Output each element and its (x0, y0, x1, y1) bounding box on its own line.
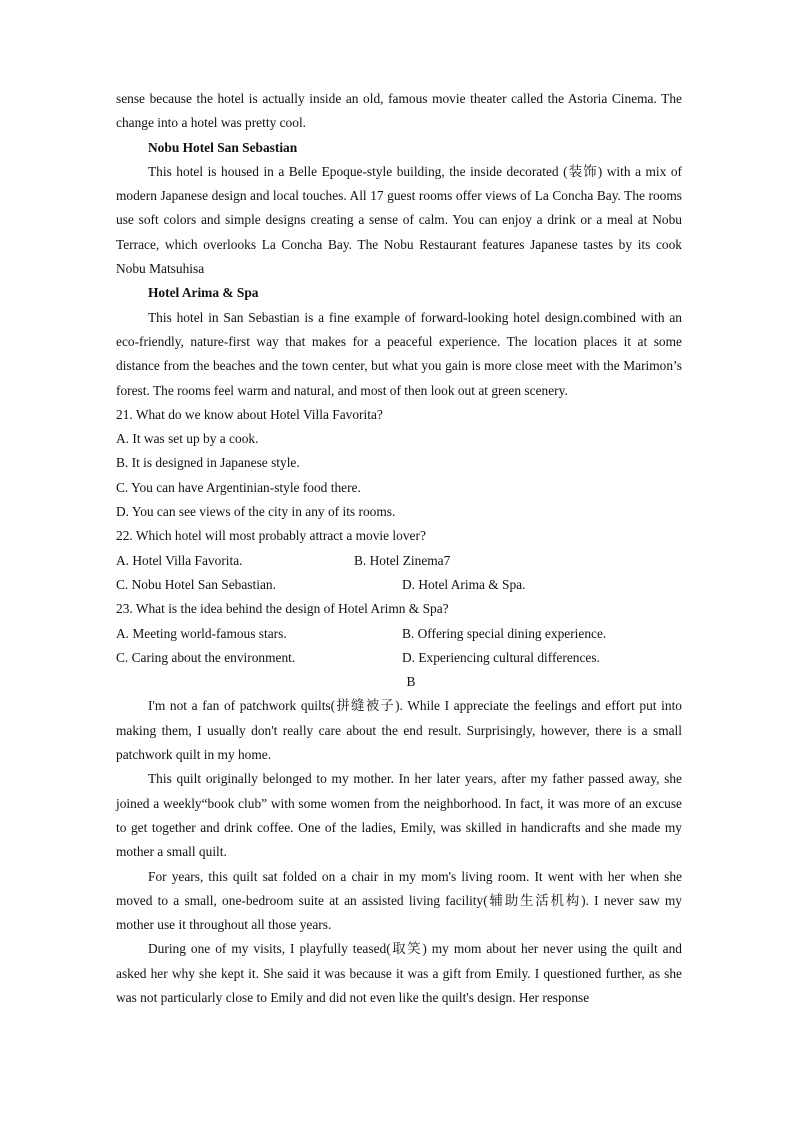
passage-a-continued-paragraph: sense because the hotel is actually inside an old, famous movie theater called the Astoria Cinema. The change into a hotel was pretty cool. (116, 91, 682, 131)
question-22-option-d: D. Hotel Arima & Spa. (402, 576, 526, 592)
nobu-hotel-paragraph: This hotel is housed in a Belle Epoque-style building, the inside decorated (装饰) with a mix of modern Japanese design and local touches. All 17 guest rooms offer views of La Concha Bay. The rooms use soft colors and simple designs creating a sense of calm. You can enjoy a drink or a meal at Nobu Terrace, which overlooks La Concha Bay. The Nobu Restaurant features Japanese tastes by its cook Nobu Matsuhisa (116, 163, 682, 277)
passage-b-paragraph-3: For years, this quilt sat folded on a chair in my mom's living room. It went with her when she moved to a small, one-bedroom suite at an assisted living facility(辅助生活机构). I never saw my mother use it throughout all those years. (116, 868, 682, 933)
question-21-option-b: B. It is designed in Japanese style. (116, 455, 300, 471)
question-23-stem: 23. What is the idea behind the design of Hotel Arimn & Spa? (116, 601, 449, 617)
question-22-stem: 22. Which hotel will most probably attract a movie lover? (116, 528, 426, 544)
passage-b-paragraph-2: This quilt originally belonged to my mother. In her later years, after my father passed away, she joined a weekly“book club” with some women from the neighborhood. In fact, it was more of an excuse to get together and drink coffee. One of the ladies, Emily, was skilled in handicrafts and she made my mother a small quilt. (116, 771, 682, 860)
question-22-options-row-1 (116, 549, 682, 573)
question-23-option-a: A. Meeting world-famous stars. (116, 625, 287, 641)
question-21-option-a: A. It was set up by a cook. (116, 431, 259, 447)
nobu-hotel-heading: Nobu Hotel San Sebastian (148, 139, 298, 155)
question-22-options-row-2 (116, 573, 682, 597)
question-23-option-d: D. Experiencing cultural differences. (402, 649, 600, 665)
question-21-stem: 21. What do we know about Hotel Villa Favorita? (116, 406, 383, 422)
question-23-option-c: C. Caring about the environment. (116, 649, 296, 665)
question-22-option-a: A. Hotel Villa Favorita. (116, 552, 243, 568)
passage-b-label: B (406, 674, 416, 690)
question-23-options-row-2 (116, 646, 682, 670)
question-21-option-d: D. You can see views of the city in any of its rooms. (116, 504, 396, 520)
question-23-option-b: B. Offering special dining experience. (402, 625, 607, 641)
arima-hotel-paragraph: This hotel in San Sebastian is a fine example of forward-looking hotel design.combined with an eco-friendly, nature-first way that makes for a peaceful experience. The location places it at some distance from the beaches and the town center, but what you gain is more close meet with the Marimon’s forest. The rooms feel warm and natural, and most of then look out at green scenery. (116, 309, 682, 398)
arima-hotel-heading: Hotel Arima & Spa (148, 285, 259, 301)
document-page (116, 87, 682, 1010)
passage-b-paragraph-1: I'm not a fan of patchwork quilts(拼缝被子). While I appreciate the feelings and effort put into making them, I usually don't really care about the end result. Surprisingly, however, there is a small patchwork quilt in my home. (116, 698, 682, 763)
question-22-option-b: B. Hotel Zinema7 (354, 552, 451, 568)
question-23-options-row-1 (116, 622, 682, 646)
question-21-option-c: C. You can have Argentinian-style food there. (116, 479, 361, 495)
question-22-option-c: C. Nobu Hotel San Sebastian. (116, 576, 276, 592)
passage-b-paragraph-4: During one of my visits, I playfully teased(取笑) my mom about her never using the quilt and asked her why she kept it. She said it was because it was a gift from Emily. I questioned further, as she was not particularly close to Emily and did not even like the quilt's design. Her response (116, 941, 682, 1005)
